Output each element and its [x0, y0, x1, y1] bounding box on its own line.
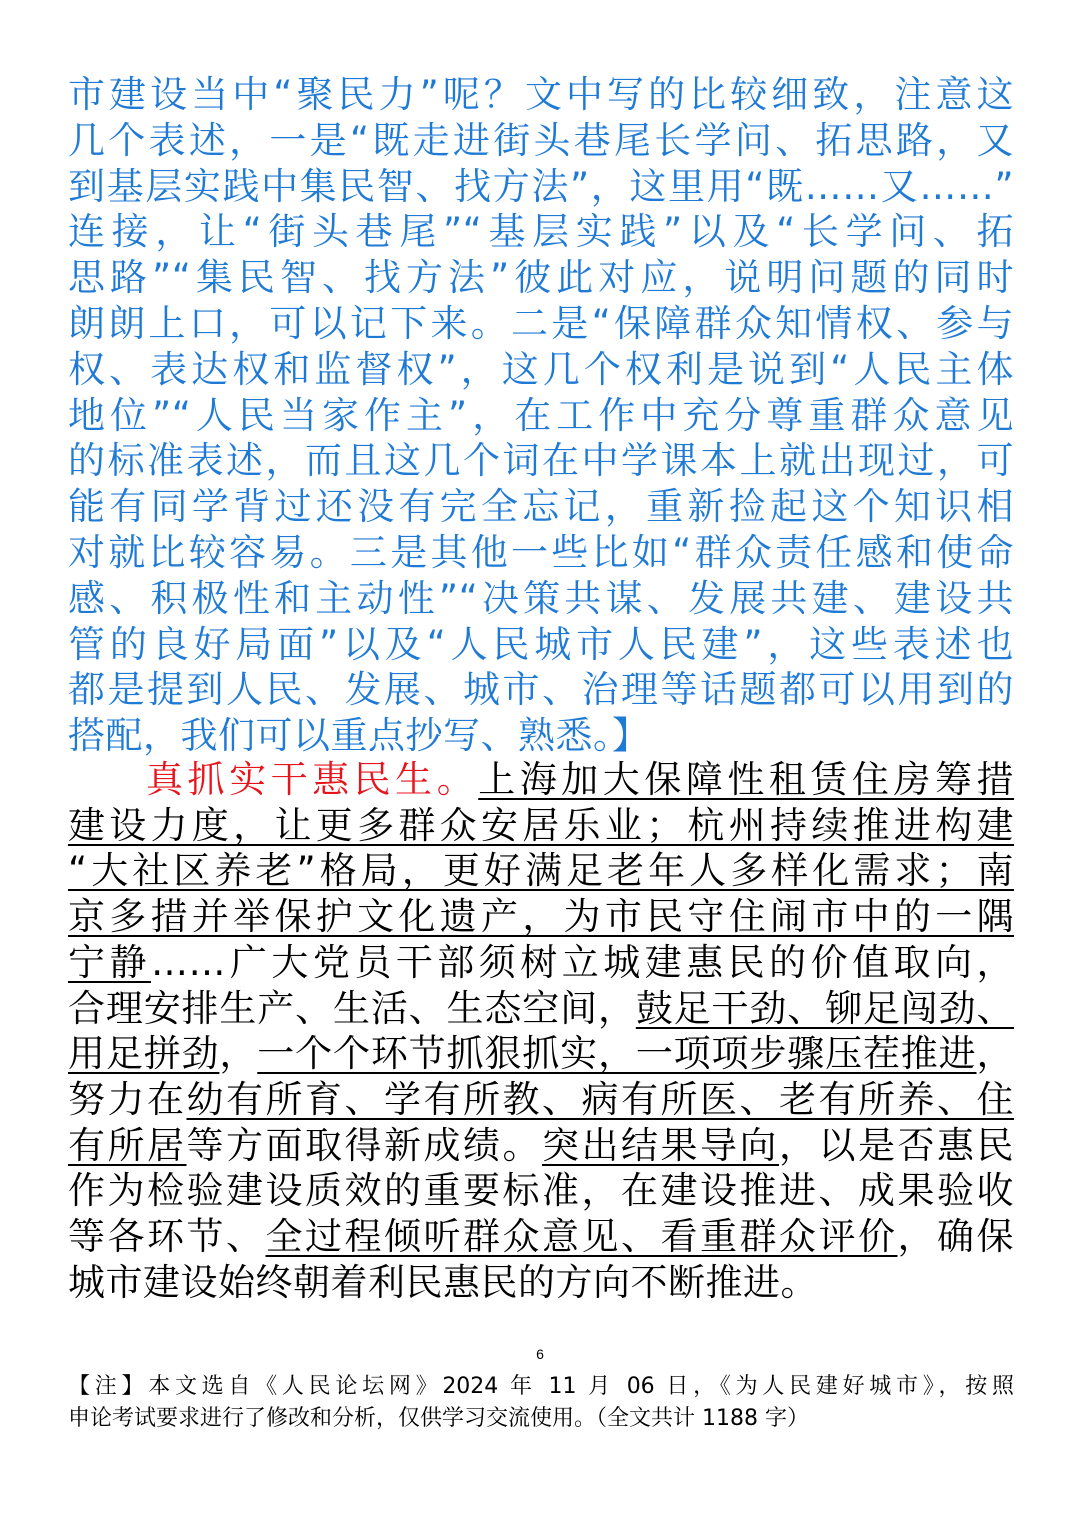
- main-line: [68, 803, 1014, 849]
- main-line: [68, 1214, 1014, 1260]
- underlined-phrase: 鼓足干劲、铆足闯劲、: [635, 986, 1014, 1030]
- body-text: ，以是否惠民: [779, 1123, 1014, 1167]
- analysis-line: 思路”“集民智、找方法”彼此对应，说明问题的同时: [68, 256, 1014, 300]
- underlined-phrase: “大社区养老”格局，更好满足老年人多样化需求；南: [68, 849, 1014, 893]
- analysis-line: 几个表述，一是“既走进街头巷尾长学问、拓思路，又: [68, 118, 1014, 162]
- analysis-line: 的标准表述，而且这几个词在中学课本上就出现过，可: [68, 439, 1014, 483]
- underlined-phrase: 宁静: [68, 940, 151, 984]
- analysis-line: 都是提到人民、发展、城市、治理等话题都可以用到的: [68, 668, 1014, 712]
- analysis-line: 对就比较容易。三是其他一些比如“群众责任感和使命: [68, 530, 1014, 574]
- analysis-line: 市建设当中“聚民力”呢？文中写的比较细致，注意这: [68, 73, 1014, 116]
- underlined-phrase: 用足拼劲: [68, 1032, 220, 1076]
- main-line: [68, 894, 1014, 940]
- body-text: ……广大党员干部须树立城建惠民的价值取向，: [150, 940, 1014, 984]
- main-paragraph: [68, 757, 1014, 1305]
- underlined-phrase: 上海加大保障性租赁住房筹措: [478, 758, 1015, 801]
- body-text: 合理安排生产、生活、生态空间，: [68, 986, 636, 1030]
- body-text: ，: [219, 1032, 258, 1076]
- analysis-line: 地位”“人民当家作主”，在工作中充分尊重群众意见: [68, 393, 1014, 437]
- body-text: 作为检验建设质效的重要标准，在建设推进、成果验收: [68, 1169, 1014, 1213]
- main-line: [68, 1260, 1014, 1306]
- note-line: 【注】本文选自《人民论坛网》2024 年 11 月 06 日，《为人民建好城市》，按照: [68, 1374, 1014, 1399]
- body-text: ，: [976, 1032, 1015, 1076]
- section-heading: 真抓实干惠民生。: [142, 758, 479, 801]
- underlined-phrase: 突出结果导向: [542, 1123, 779, 1167]
- analysis-line: 搭配，我们可以重点抄写、熟悉。】: [68, 714, 650, 758]
- body-text: 等方面取得新成绩。: [186, 1123, 542, 1167]
- analysis-line: 到基层实践中集民智、找方法”，这里用“既……又……”: [68, 164, 1014, 208]
- analysis-line: 管的良好局面”以及“人民城市人民建”，这些表述也: [68, 622, 1014, 666]
- analysis-line: 能有同学背过还没有完全忘记，重新捡起这个知识相: [68, 485, 1014, 529]
- analysis-line: 朗朗上口，可以记下来。二是“保障群众知情权、参与: [68, 301, 1014, 345]
- main-line: [68, 986, 1014, 1032]
- main-line: [68, 757, 1014, 803]
- analysis-line: 连接，让“街头巷尾”“基层实践”以及“长学问、拓: [68, 210, 1014, 254]
- body-text: 等各环节、: [68, 1215, 266, 1259]
- main-line: [68, 1168, 1014, 1214]
- analysis-line: 感、积极性和主动性”“决策共谋、发展共建、建设共: [68, 576, 1014, 620]
- main-line: [68, 1123, 1014, 1169]
- main-line: [68, 940, 1014, 986]
- main-line: [68, 1077, 1014, 1123]
- analysis-paragraph: [68, 72, 1014, 759]
- underlined-phrase: 一个个环节抓狠抓实，一项项步骤压茬推进: [257, 1032, 977, 1076]
- underlined-phrase: 幼有所育、学有所教、病有所医、老有所养、住: [186, 1077, 1014, 1121]
- source-note: [68, 1371, 1014, 1435]
- underlined-phrase: 京多措并举保护文化遗产，为市民守住闹市中的一隅: [68, 895, 1014, 939]
- body-text: ，确保: [897, 1215, 1014, 1259]
- analysis-line: 权、表达权和监督权”，这几个权利是说到“人民主体: [68, 347, 1014, 391]
- underlined-phrase: 全过程倾听群众意见、看重群众评价: [265, 1215, 898, 1259]
- main-line: [68, 848, 1014, 894]
- page-number: 6: [536, 1346, 544, 1362]
- underlined-phrase: 有所居: [68, 1123, 187, 1167]
- underlined-phrase: 建设力度，让更多群众安居乐业；杭州持续推进构建: [68, 803, 1014, 847]
- body-text: 城市建设始终朝着利民惠民的方向不断推进。: [68, 1260, 818, 1304]
- note-line: 申论考试要求进行了修改和分析，仅供学习交流使用。（全文共计 1188 字）: [68, 1406, 809, 1431]
- body-text: 努力在: [68, 1077, 187, 1121]
- main-line: [68, 1031, 1014, 1077]
